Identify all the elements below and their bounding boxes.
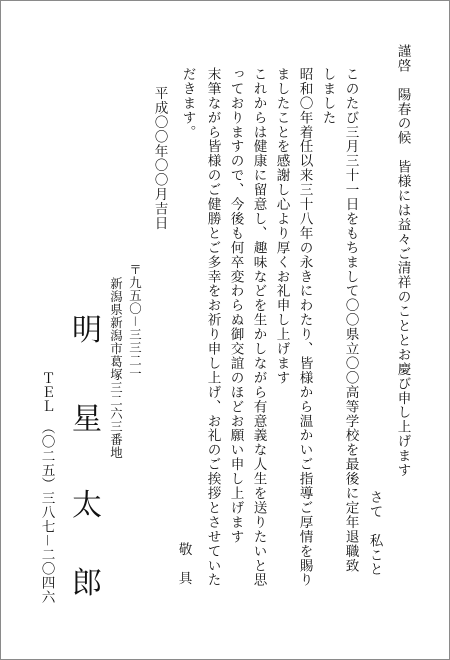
letter-line-6: これからは健康に留意し、趣味などを生かしながら有意義な人生を送りたいと思: [250, 67, 267, 588]
sender-name-char-2: 星: [72, 402, 102, 437]
letter-line-3: しました: [319, 67, 336, 125]
sender-phone: ＴＥＬ （〇二五）三八七－二〇四六: [38, 371, 55, 604]
sender-address: 新潟県新潟市葛塚三二六三番地: [108, 277, 124, 459]
letter-line-2: このたび三月三十一日をもちまして〇〇県立〇〇高等学校を最後に定年退職致: [342, 67, 359, 573]
letter-line-9: だきます。: [179, 67, 196, 140]
sender-name-char-4: 郎: [72, 566, 102, 601]
letter-line-5: ましたことを感謝し心より厚くお礼申し上げます: [273, 67, 290, 385]
opening-greeting-line: 謹啓 陽春の候 皆様には益々ご清祥のこととお慶び申し上げます: [394, 44, 411, 478]
postal-code: 〒九五〇－三三二一: [127, 263, 143, 380]
letter-line-7: っておりますので、今後も何卒変わらぬ御交誼のほどお願い申し上げます: [227, 67, 244, 544]
sender-name-char-1: 明: [72, 313, 102, 348]
letter-line-4: 昭和〇年着任以来三十八年の永きにわたり、皆様から温かいご指導ご厚情を賜り: [296, 67, 313, 588]
self-reference-text: さて 私こと: [366, 490, 383, 577]
sender-name-char-3: 太: [72, 488, 102, 523]
date-line: 平成〇〇年〇〇月吉日: [151, 86, 168, 231]
closing-salutation: 敬 具: [175, 542, 192, 586]
letter-line-8: 末筆ながら皆様のご健勝とご多幸をお祈り申し上げ、お礼のご挨拶とさせていた: [204, 67, 221, 588]
